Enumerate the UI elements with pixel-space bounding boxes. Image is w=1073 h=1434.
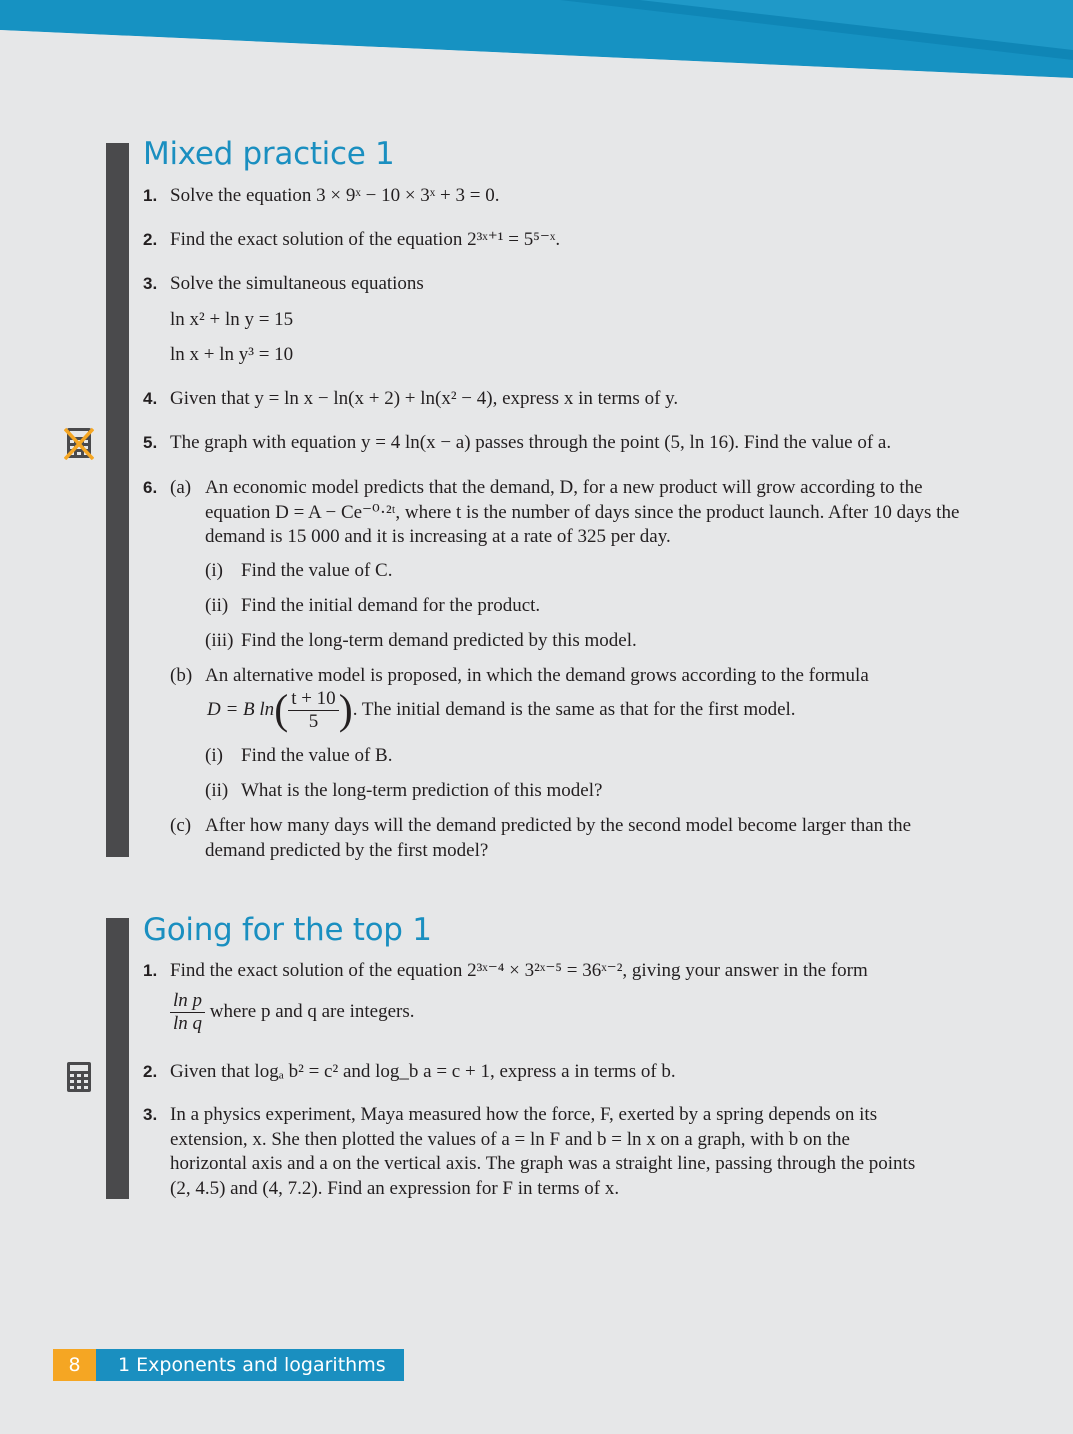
question-text: In a physics experiment, Maya measured how the force, F, exerted by a spring depends on its extension, x. She then plotted the values of a = ln F and b = ln x on a graph, with b on the horizontal axis and a on the vertical axis. The graph was a straight line, passing through the points (2, 4.5) and (4, 7.2). Find an expression for F in terms of x. — [170, 1104, 916, 1199]
question-text: The graph with equation y = 4 ln(x − a) passes through the point (5, ln 16). Find the value of a. — [170, 432, 892, 453]
question-text: Find the exact solution of the equation 2³ˣ⁺¹ = 5⁵⁻ˣ. — [170, 229, 561, 250]
question-text: Given that logₐ b² = c² and log_b a = c + 1, express a in terms of b. — [170, 1061, 676, 1082]
mixed-practice-heading: Mixed practice 1 — [143, 136, 395, 172]
equation-line: ln x + ln y³ = 10 — [170, 344, 294, 365]
question-2: 2. Find the exact solution of the equation 2³ˣ⁺¹ = 5⁵⁻ˣ. — [143, 228, 963, 253]
question-5: 5. The graph with equation y = 4 ln(x − a) passes through the point (5, ln 16). Find the value of a. — [143, 431, 963, 456]
question-4: 4. Given that y = ln x − ln(x + 2) + ln(x² − 4), express x in terms of y. — [143, 387, 963, 412]
question-text: Find the exact solution of the equation 2³ˣ⁻⁴ × 3²ˣ⁻⁵ = 36ˣ⁻², giving your answer in the form — [170, 960, 868, 981]
no-calculator-icon — [64, 426, 94, 460]
top-question-1: 1. Find the exact solution of the equation 2³ˣ⁻⁴ × 3²ˣ⁻⁵ = 36ˣ⁻², giving your answer in the form $\frac{\text{ln p}}{\text{ln q}}$ where p and q are integers. — [143, 959, 963, 1035]
calculator-icon — [64, 1060, 94, 1094]
top-banner — [0, 0, 1073, 80]
mixed-practice-bar — [106, 143, 129, 857]
going-for-top-bar — [106, 918, 129, 1199]
question-text: Given that y = ln x − ln(x + 2) + ln(x² − 4), express x in terms of y. — [170, 388, 679, 409]
top-question-2: 2. Given that logₐ b² = c² and log_b a = c + 1, express a in terms of b. — [143, 1060, 963, 1085]
fraction: $\frac{\text{ln p}}{\text{ln q}}$ — [170, 990, 205, 1035]
going-for-top-heading: Going for the top 1 — [143, 912, 432, 948]
chapter-title: 1 Exponents and logarithms — [96, 1349, 404, 1381]
page-number: 8 — [53, 1349, 96, 1381]
fraction: $\frac{t + 10}{5}$ — [288, 688, 339, 733]
question-3: 3. Solve the simultaneous equations ln x² + ln y = 15 ln x + ln y³ = 10 — [143, 272, 963, 368]
equation-line: ln x² + ln y = 15 — [170, 308, 294, 330]
question-text: Solve the simultaneous equations — [170, 273, 424, 294]
question-6b-formula: D = B ln( $\frac{t + 10}{5}$ ). The initial demand is the same as that for the first model. — [207, 687, 796, 734]
question-text: Solve the equation 3 × 9ˣ − 10 × 3ˣ + 3 = 0. — [170, 185, 500, 206]
question-1: 1. Solve the equation 3 × 9ˣ − 10 × 3ˣ + 3 = 0. — [143, 184, 963, 209]
fraction-line: $\frac{\text{ln p}}{\text{ln q}}$ where p and q are integers. — [170, 990, 963, 1035]
top-question-3: 3. In a physics experiment, Maya measured how the force, F, exerted by a spring depends on its extension, x. She then plotted the values of a = ln F and b = ln x on a graph, with b on the horizontal axis and a on the vertical axis. The graph was a straight line, passing through the points (2, 4.5) and (4, 7.2). Find an expression for F in terms of x. — [143, 1103, 963, 1201]
